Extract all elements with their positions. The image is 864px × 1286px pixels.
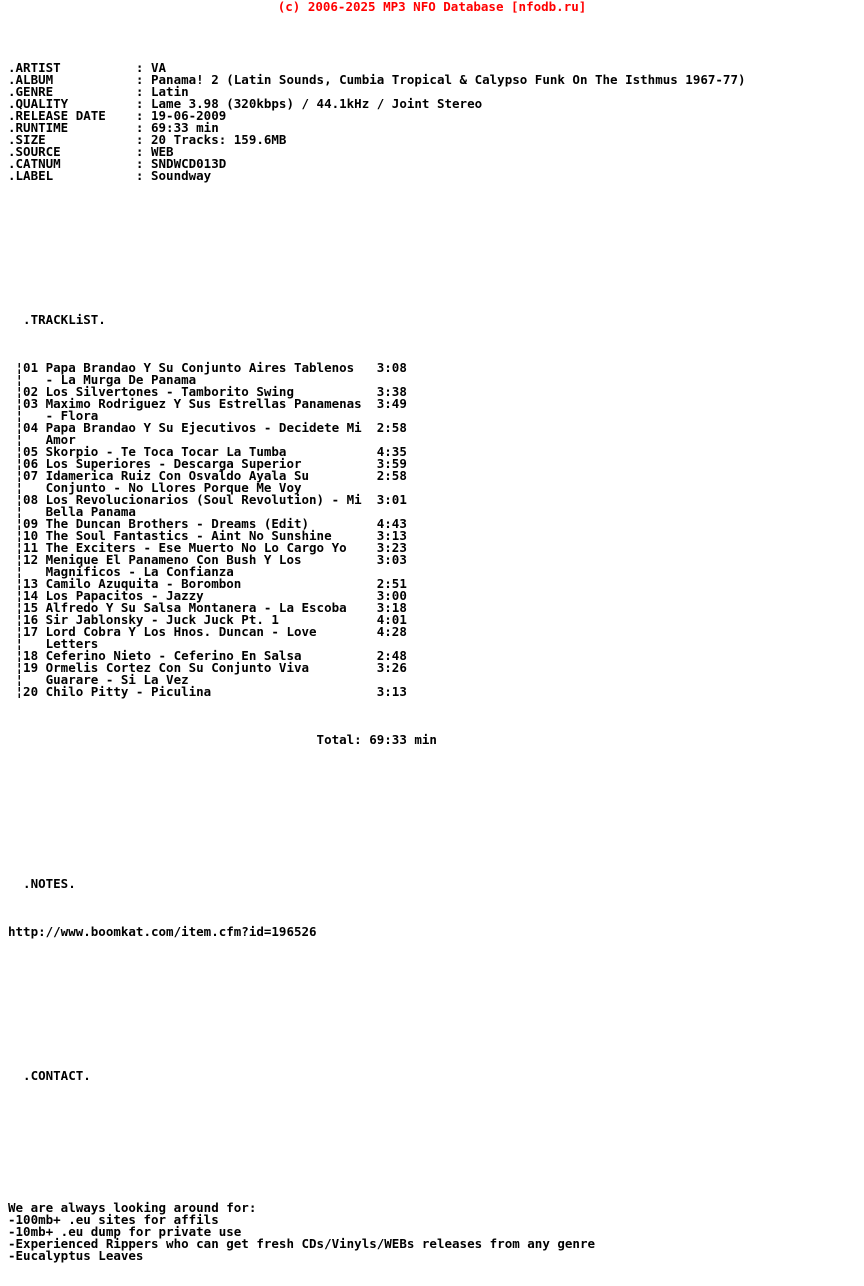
spacer bbox=[8, 218, 864, 230]
info-row: .SOURCE : WEB bbox=[8, 144, 174, 159]
track-row-continuation: ¦ Letters bbox=[8, 636, 99, 651]
track-row: ¦09 The Duncan Brothers - Dreams (Edit) 4:43 bbox=[8, 516, 407, 531]
track-row: ¦19 Ormelis Cortez Con Su Conjunto Viva 3:26 bbox=[8, 660, 407, 675]
track-row: ¦16 Sir Jablonsky - Juck Juck Pt. 1 4:01 bbox=[8, 612, 407, 627]
track-row: ¦20 Chilo Pitty - Piculina 3:13 bbox=[8, 684, 407, 699]
contact-line: -Experienced Rippers who can get fresh CDs/Vinyls/WEBs releases from any genre bbox=[8, 1236, 595, 1251]
copyright-banner: (c) 2006-2025 MP3 NFO Database [nfodb.ru] bbox=[277, 0, 587, 14]
track-row: ¦03 Maximo Rodriguez Y Sus Estrellas Panamenas 3:49 bbox=[8, 396, 407, 411]
info-row: .CATNUM : SNDWCD013D bbox=[8, 156, 227, 171]
info-row: .LABEL : Soundway bbox=[8, 168, 212, 183]
spacer bbox=[8, 974, 864, 986]
track-row: ¦06 Los Superiores - Descarga Superior 3:59 bbox=[8, 456, 407, 471]
info-row: .ARTIST : VA bbox=[8, 60, 167, 75]
track-row-continuation: ¦ Guarare - Si La Vez bbox=[8, 672, 189, 687]
info-row: .SIZE : 20 Tracks: 159.6MB bbox=[8, 132, 287, 147]
track-row-continuation: ¦ Amor bbox=[8, 432, 76, 447]
track-row: ¦17 Lord Cobra Y Los Hnos. Duncan - Love 4:28 bbox=[8, 624, 407, 639]
info-row: .QUALITY : Lame 3.98 (320kbps) / 44.1kHz / Joint Stereo bbox=[8, 96, 483, 111]
track-row: ¦15 Alfredo Y Su Salsa Montanera - La Escoba 3:18 bbox=[8, 600, 407, 615]
contact-line: -10mb+ .eu dump for private use bbox=[8, 1224, 242, 1239]
track-row: ¦05 Skorpio - Te Toca Tocar La Tumba 4:35 bbox=[8, 444, 407, 459]
track-row: ¦07 Idamerica Ruiz Con Osvaldo Ayala Su 2:58 bbox=[8, 468, 407, 483]
tracklist-heading: .TRACKLiST. bbox=[8, 312, 106, 327]
contact-line: We are always looking around for: bbox=[8, 1200, 257, 1215]
spacer bbox=[8, 818, 864, 830]
track-row: ¦01 Papa Brandao Y Su Conjunto Aires Tablenos 3:08 bbox=[8, 360, 407, 375]
track-row-continuation: ¦ Magnificos - La Confianza bbox=[8, 564, 234, 579]
info-row: .ALBUM : Panama! 2 (Latin Sounds, Cumbia Tropical & Calypso Funk On The Isthmus 1967-77) bbox=[8, 72, 746, 87]
track-row: ¦11 The Exciters - Ese Muerto No Lo Cargo Yo 3:23 bbox=[8, 540, 407, 555]
track-row-continuation: ¦ Bella Panama bbox=[8, 504, 136, 519]
track-row: ¦08 Los Revolucionarios (Soul Revolution) - Mi 3:01 bbox=[8, 492, 407, 507]
track-row: ¦14 Los Papacitos - Jazzy 3:00 bbox=[8, 588, 407, 603]
track-row: ¦04 Papa Brandao Y Su Ejecutivos - Decidete Mi 2:58 bbox=[8, 420, 407, 435]
spacer bbox=[8, 782, 864, 794]
contact-heading: .CONTACT. bbox=[8, 1068, 91, 1083]
tracklist-total: Total: 69:33 min bbox=[8, 732, 437, 747]
contact-line: -Eucalyptus Leaves bbox=[8, 1248, 144, 1263]
info-row: .GENRE : Latin bbox=[8, 84, 189, 99]
track-row-continuation: ¦ - Flora bbox=[8, 408, 99, 423]
track-row: ¦18 Ceferino Nieto - Ceferino En Salsa 2:48 bbox=[8, 648, 407, 663]
spacer bbox=[8, 1118, 864, 1130]
info-row: .RUNTIME : 69:33 min bbox=[8, 120, 219, 135]
info-row: .RELEASE DATE : 19-06-2009 bbox=[8, 108, 227, 123]
spacer bbox=[8, 1154, 864, 1166]
release-info-block bbox=[8, 62, 864, 182]
nfo-document bbox=[0, 14, 864, 1286]
contact-line: -100mb+ .eu sites for affils bbox=[8, 1212, 219, 1227]
contact-block bbox=[8, 1202, 864, 1262]
track-row: ¦13 Camilo Azuquita - Borombon 2:51 bbox=[8, 576, 407, 591]
spacer bbox=[8, 254, 864, 266]
spacer bbox=[8, 1010, 864, 1022]
track-row-continuation: ¦ - La Murga De Panama bbox=[8, 372, 197, 387]
track-row: ¦12 Menique El Panameno Con Bush Y Los 3:03 bbox=[8, 552, 407, 567]
track-row: ¦02 Los Silvertones - Tamborito Swing 3:38 bbox=[8, 384, 407, 399]
notes-block bbox=[8, 926, 864, 938]
track-row-continuation: ¦ Conjunto - No Llores Porque Me Voy bbox=[8, 480, 302, 495]
notes-line: http://www.boomkat.com/item.cfm?id=196526 bbox=[8, 924, 317, 939]
track-row: ¦10 The Soul Fantastics - Aint No Sunshine 3:13 bbox=[8, 528, 407, 543]
tracklist-block bbox=[8, 362, 864, 698]
notes-heading: .NOTES. bbox=[8, 876, 76, 891]
